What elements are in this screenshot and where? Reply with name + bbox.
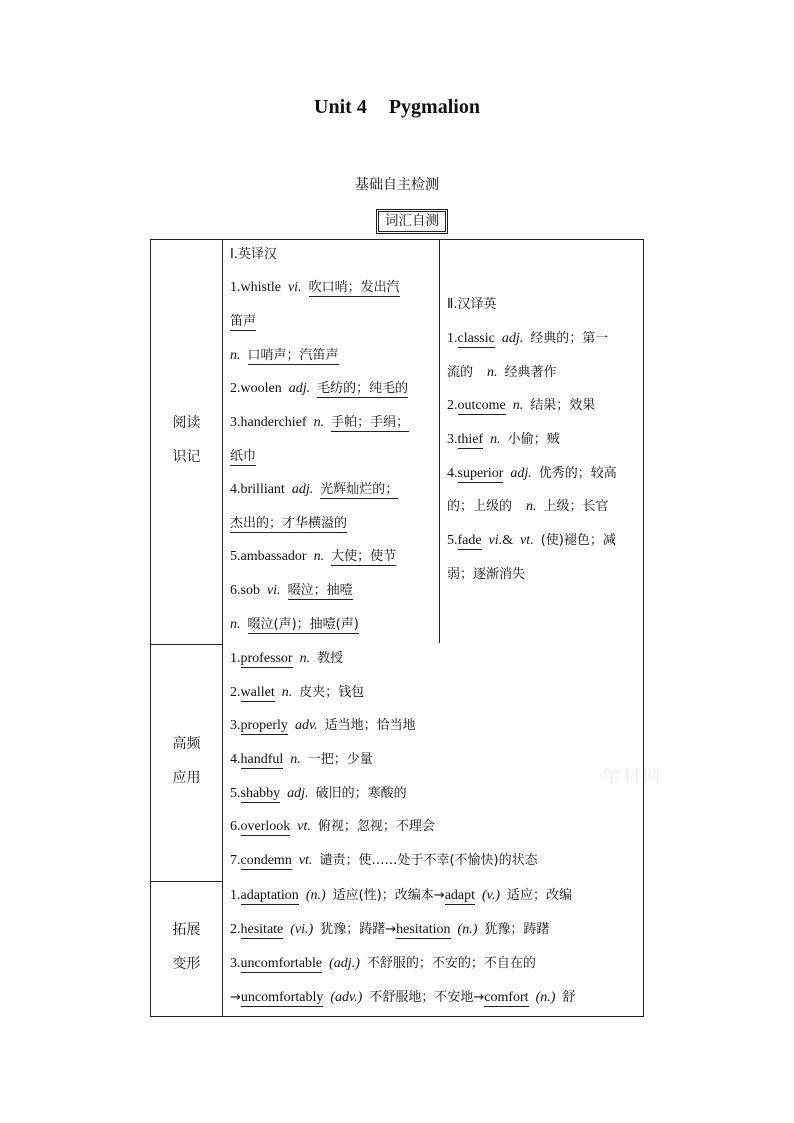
c2e-row-5: 4.superior adj. 优秀的；较高 <box>447 466 617 481</box>
table-row-divider-2 <box>150 881 223 882</box>
freq-row-2: 2.wallet n. 皮夹；钱包 <box>230 685 365 700</box>
c2e-row-2: 流的 n. 经典著作 <box>447 365 557 380</box>
ext-row-4: →uncomfortably (adv.) 不舒服地；不安地→comfort (n.) 舒 <box>230 990 576 1005</box>
c2e-row-4: 3.thief n. 小偷；贼 <box>447 432 560 447</box>
c2e-row-1: 1.classic adj. 经典的；第一 <box>447 331 609 346</box>
section-subtitle: 基础自主检测 <box>355 177 439 193</box>
freq-row-5: 5.shabby adj. 破旧的；寒酸的 <box>230 786 407 801</box>
e2c-row-5: 3.handerchief n. 手帕；手绢； <box>230 415 410 430</box>
e2c-row-9: 5.ambassador n. 大使；使节 <box>230 549 397 564</box>
page-title: Unit 4 Pygmalion <box>314 96 480 118</box>
c2e-row-7: 5.fade vi.& vt. (使)褪色；减 <box>447 533 616 548</box>
category-frequent: 高频 应用 <box>172 736 201 786</box>
e2c-row-11: n. 啜泣(声)；抽噎(声) <box>230 617 359 632</box>
e2c-row-6: 纸巾 <box>230 449 257 464</box>
freq-row-1: 1.professor n. 教授 <box>230 651 344 666</box>
watermark: 学科网 <box>603 767 663 787</box>
table-row-divider-1 <box>150 644 223 645</box>
c2e-row-6: 的；上级的 n. 上级；长官 <box>447 499 609 514</box>
table-inner-divider <box>439 239 440 643</box>
e2c-heading: Ⅰ.英译汉 <box>230 247 277 262</box>
table-border-left <box>150 239 151 1017</box>
freq-row-4: 4.handful n. 一把；少量 <box>230 752 373 767</box>
table-col-divider <box>222 239 223 1017</box>
table-border-top <box>150 239 644 240</box>
e2c-row-1: 1.whistle vi. 吹口哨；发出汽 <box>230 280 400 295</box>
e2c-row-7: 4.brilliant adj. 光辉灿烂的； <box>230 482 399 497</box>
e2c-row-4: 2.woolen adj. 毛纺的；纯毛的 <box>230 381 409 396</box>
c2e-row-8: 弱；逐渐消失 <box>447 567 526 582</box>
section-label-box: 词汇自测 <box>378 211 446 232</box>
e2c-row-2: 笛声 <box>230 314 257 329</box>
e2c-row-3: n. 口哨声；汽笛声 <box>230 348 339 363</box>
ext-row-1: 1.adaptation (n.) 适应(性)；改编本→adapt (v.) 适应；改编 <box>230 888 573 903</box>
freq-row-3: 3.properly adv. 适当地；恰当地 <box>230 718 416 733</box>
category-extension: 拓展 变形 <box>172 922 201 972</box>
c2e-row-3: 2.outcome n. 结果；效果 <box>447 398 596 413</box>
e2c-row-10: 6.sob vi. 啜泣；抽噎 <box>230 583 353 598</box>
ext-row-2: 2.hesitate (vi.) 犹豫；踌躇→hesitation (n.) 犹豫；踌躇 <box>230 922 550 937</box>
table-border-bottom <box>150 1016 644 1017</box>
freq-row-6: 6.overlook vt. 俯视；忽视；不理会 <box>230 819 435 834</box>
c2e-heading: Ⅱ.汉译英 <box>447 297 497 312</box>
freq-row-7: 7.condemn vt. 谴责；使……处于不幸(不愉快)的状态 <box>230 853 538 868</box>
e2c-row-8: 杰出的；才华横溢的 <box>230 516 348 531</box>
ext-row-3: 3.uncomfortable (adj.) 不舒服的；不安的；不自在的 <box>230 956 536 971</box>
table-border-right <box>643 239 644 1017</box>
category-reading: 阅读 识记 <box>172 415 201 465</box>
